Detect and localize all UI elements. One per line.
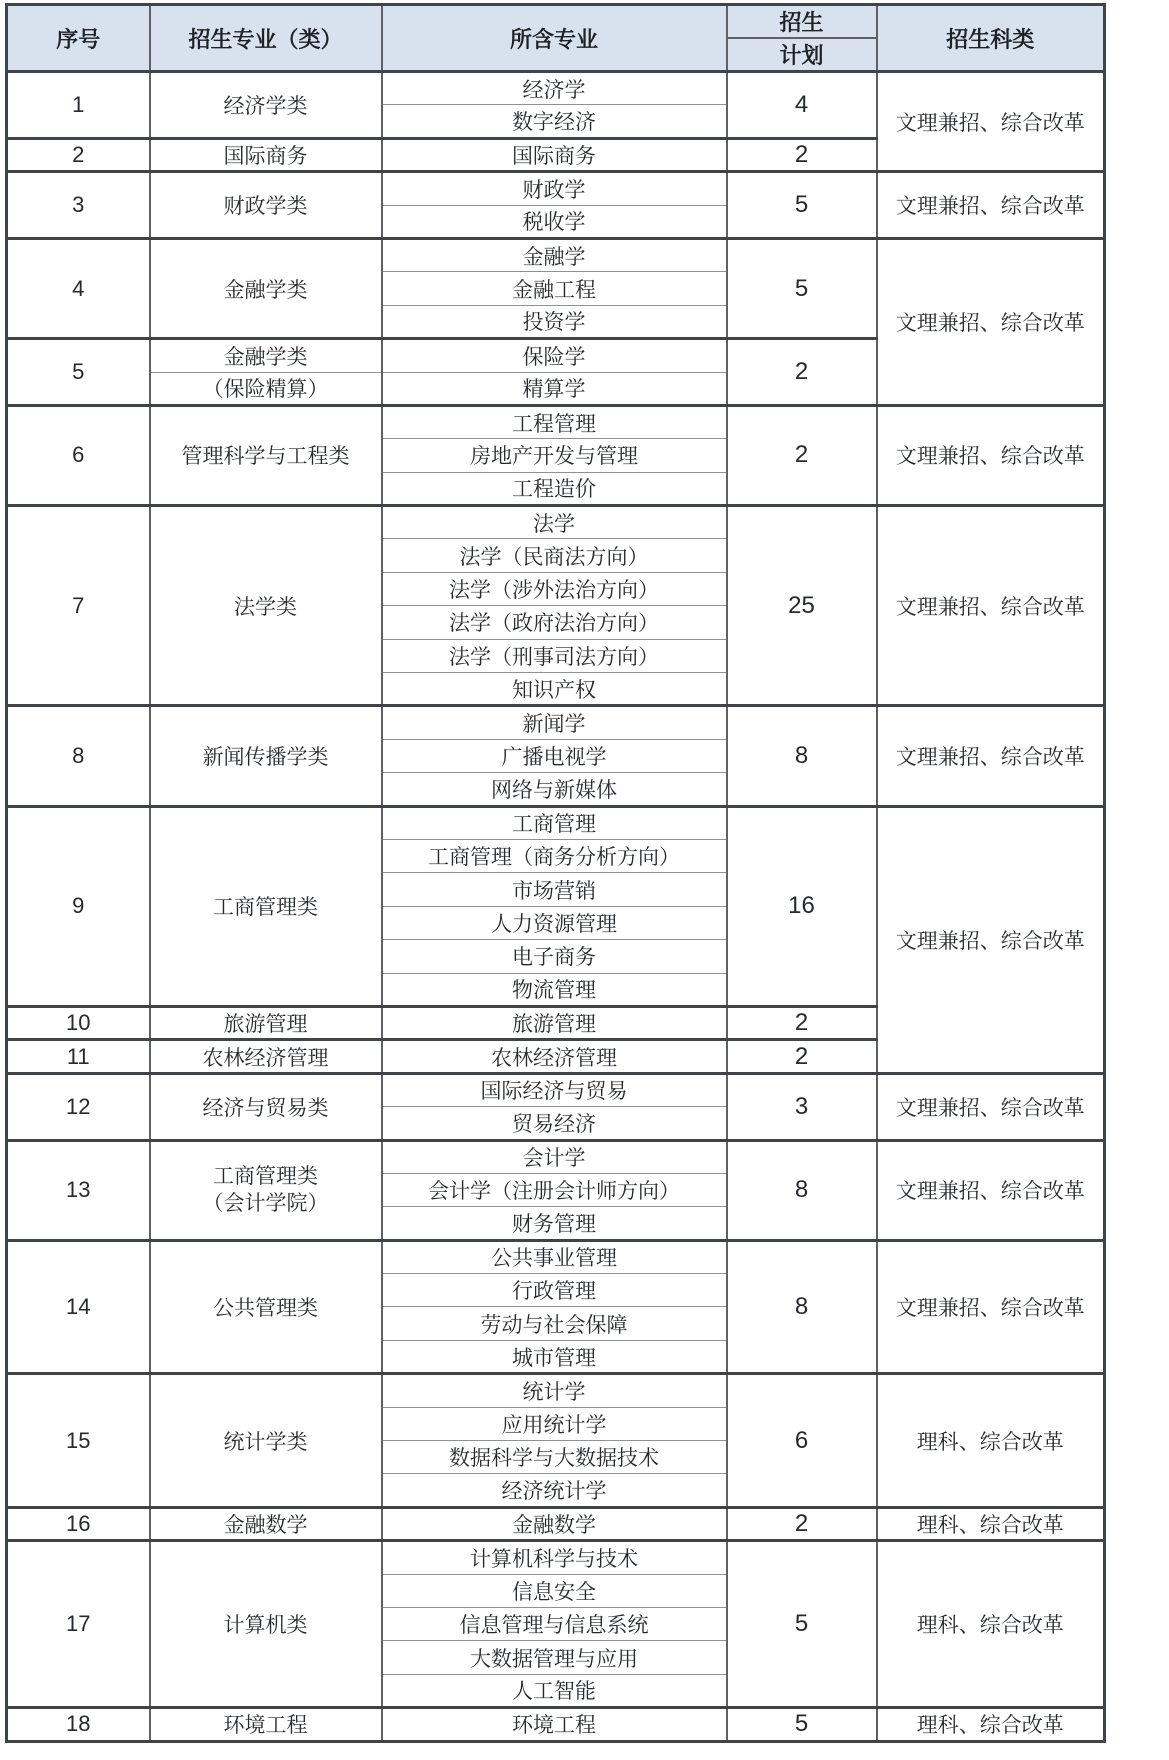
serial-cell: 14 [7,1240,150,1374]
included-major-cell: 人力资源管理 [382,906,727,939]
category-cell: 理科、综合改革 [877,1541,1105,1708]
table-header [7,5,1105,72]
included-major-cell: 电子商务 [382,940,727,973]
included-major-cell: 旅游管理 [382,1006,727,1039]
major-group-cell: 新闻传播学类 [150,706,382,806]
serial-cell: 5 [7,339,150,406]
included-major-cell: 信息管理与信息系统 [382,1607,727,1640]
serial-cell: 12 [7,1073,150,1140]
serial-cell: 9 [7,806,150,1006]
included-major-cell: 新闻学 [382,706,727,739]
category-cell: 理科、综合改革 [877,1708,1105,1741]
included-major-cell: 城市管理 [382,1340,727,1373]
serial-cell: 3 [7,172,150,239]
included-major-cell: 环境工程 [382,1708,727,1741]
header-plan-line2: 计划 [727,38,877,72]
major-group-line1: 工商管理类 [213,1164,318,1188]
included-major-cell: 网络与新媒体 [382,773,727,806]
plan-cell: 3 [727,1073,877,1140]
included-major-cell: 应用统计学 [382,1407,727,1440]
header-subject-category: 招生科类 [877,5,1105,72]
category-cell: 文理兼招、综合改革 [877,405,1105,505]
included-major-cell: 国际经济与贸易 [382,1073,727,1106]
included-major-cell: 法学（政府法治方向） [382,606,727,639]
plan-cell: 8 [727,1240,877,1374]
included-major-cell: 经济统计学 [382,1474,727,1507]
included-major-cell: 会计学 [382,1140,727,1173]
plan-cell: 2 [727,1040,877,1073]
included-major-cell: 会计学（注册会计师方向） [382,1173,727,1206]
plan-cell: 2 [727,405,877,505]
serial-cell: 6 [7,405,150,505]
included-major-cell: 统计学 [382,1374,727,1407]
included-major-cell: 金融数学 [382,1507,727,1540]
serial-cell: 18 [7,1708,150,1741]
header-major-group: 招生专业（类） [150,5,382,72]
included-major-cell: 劳动与社会保障 [382,1307,727,1340]
major-group-cell: 法学类 [150,506,382,706]
included-major-cell: 数字经济 [382,105,727,138]
serial-cell: 1 [7,72,150,139]
included-major-cell: 工商管理 [382,806,727,839]
included-major-cell: 经济学 [382,72,727,105]
included-major-cell: 法学（民商法方向） [382,539,727,572]
included-major-cell: 法学（涉外法治方向） [382,572,727,605]
major-group-line2: （会计学院） [202,1192,329,1216]
plan-cell: 5 [727,172,877,239]
included-major-cell: 工程造价 [382,472,727,505]
serial-cell: 11 [7,1040,150,1073]
header-plan-line1: 招生 [727,5,877,39]
plan-cell: 2 [727,1006,877,1039]
serial-cell: 15 [7,1374,150,1508]
major-group-cell [150,1140,382,1240]
header-included-majors: 所含专业 [382,5,727,72]
serial-cell: 13 [7,1140,150,1240]
plan-cell: 4 [727,72,877,139]
included-major-cell: 税收学 [382,205,727,238]
included-major-cell: 财政学 [382,172,727,205]
plan-cell: 8 [727,706,877,806]
major-group-cell: 财政学类 [150,172,382,239]
major-group-cell: 农林经济管理 [150,1040,382,1073]
included-major-cell: 公共事业管理 [382,1240,727,1273]
major-group-cell: 旅游管理 [150,1006,382,1039]
major-group-cell: 管理科学与工程类 [150,405,382,505]
included-major-cell: 金融学 [382,238,727,271]
category-cell: 理科、综合改革 [877,1374,1105,1508]
included-major-cell: 精算学 [382,372,727,405]
serial-cell: 8 [7,706,150,806]
plan-cell: 8 [727,1140,877,1240]
category-cell: 文理兼招、综合改革 [877,238,1105,405]
major-group-cell: 金融数学 [150,1507,382,1540]
major-group-cell: 经济学类 [150,72,382,139]
included-major-cell: 投资学 [382,305,727,338]
included-major-cell: 工商管理（商务分析方向） [382,839,727,872]
admissions-plan-table-wrap [5,3,1106,1743]
included-major-cell: 财务管理 [382,1207,727,1240]
category-cell: 文理兼招、综合改革 [877,806,1105,1073]
admissions-plan-table [5,3,1106,1743]
major-group-cell: 金融学类 [150,238,382,338]
included-major-cell: 保险学 [382,339,727,372]
plan-cell: 2 [727,1507,877,1540]
plan-cell: 25 [727,506,877,706]
included-major-cell: 法学 [382,506,727,539]
header-serial: 序号 [7,5,150,72]
serial-cell: 2 [7,138,150,171]
major-group-cell: 金融学类 [150,339,382,372]
plan-cell: 2 [727,339,877,406]
major-group-cell: 工商管理类 [150,806,382,1006]
serial-cell: 7 [7,506,150,706]
category-cell: 文理兼招、综合改革 [877,1073,1105,1140]
serial-cell: 16 [7,1507,150,1540]
plan-cell: 2 [727,138,877,171]
included-major-cell: 市场营销 [382,873,727,906]
serial-cell: 10 [7,1006,150,1039]
major-group-cell: 计算机类 [150,1541,382,1708]
major-group-cell: 环境工程 [150,1708,382,1741]
included-major-cell: 工程管理 [382,405,727,438]
included-major-cell: 贸易经济 [382,1107,727,1140]
major-group-cell: 经济与贸易类 [150,1073,382,1140]
category-cell: 文理兼招、综合改革 [877,172,1105,239]
included-major-cell: 广播电视学 [382,739,727,772]
included-major-cell: 信息安全 [382,1574,727,1607]
included-major-cell: 法学（刑事司法方向） [382,639,727,672]
plan-cell: 5 [727,238,877,338]
included-major-cell: 计算机科学与技术 [382,1541,727,1574]
major-group-subcell: （保险精算） [150,372,382,405]
category-cell: 理科、综合改革 [877,1507,1105,1540]
included-major-cell: 金融工程 [382,272,727,305]
category-cell: 文理兼招、综合改革 [877,72,1105,172]
category-cell: 文理兼招、综合改革 [877,706,1105,806]
category-cell: 文理兼招、综合改革 [877,1140,1105,1240]
major-group-cell: 统计学类 [150,1374,382,1508]
serial-cell: 4 [7,238,150,338]
included-major-cell: 人工智能 [382,1674,727,1707]
included-major-cell: 数据科学与大数据技术 [382,1441,727,1474]
included-major-cell: 行政管理 [382,1274,727,1307]
plan-cell: 5 [727,1708,877,1741]
plan-cell: 5 [727,1541,877,1708]
included-major-cell: 大数据管理与应用 [382,1641,727,1674]
major-group-cell: 公共管理类 [150,1240,382,1374]
included-major-cell: 房地产开发与管理 [382,439,727,472]
included-major-cell: 知识产权 [382,673,727,706]
serial-cell: 17 [7,1541,150,1708]
included-major-cell: 农林经济管理 [382,1040,727,1073]
included-major-cell: 物流管理 [382,973,727,1006]
plan-cell: 16 [727,806,877,1006]
category-cell: 文理兼招、综合改革 [877,506,1105,706]
included-major-cell: 国际商务 [382,138,727,171]
category-cell: 文理兼招、综合改革 [877,1240,1105,1374]
major-group-cell: 国际商务 [150,138,382,171]
plan-cell: 6 [727,1374,877,1508]
